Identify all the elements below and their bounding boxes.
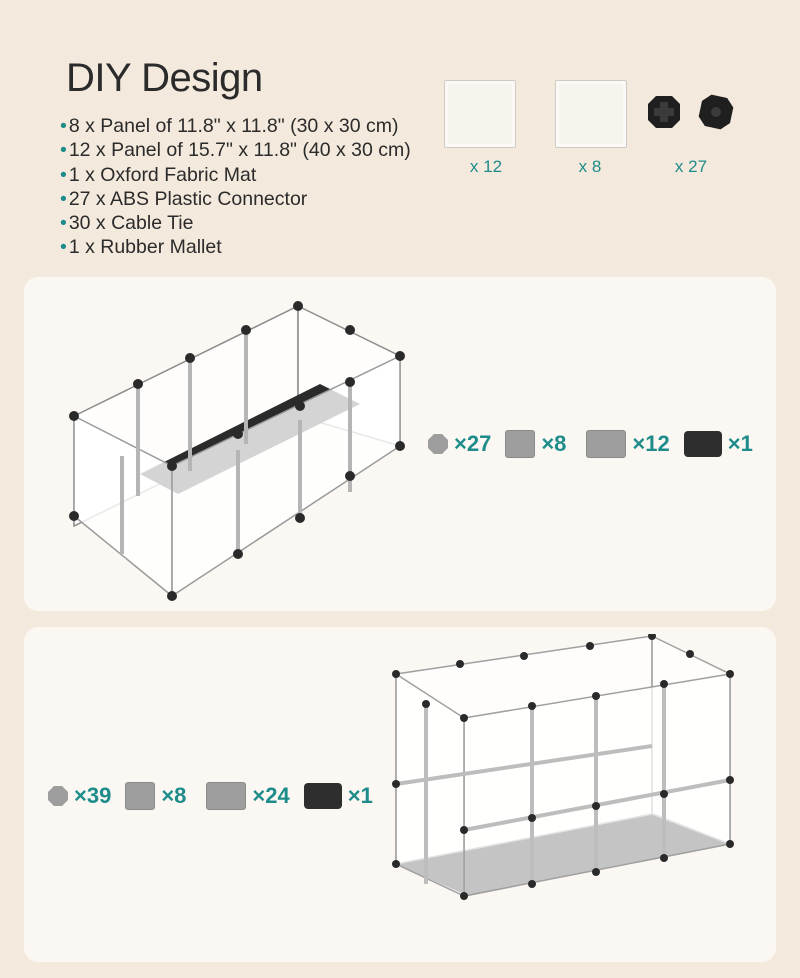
config-2-legend [48, 782, 387, 810]
large-panel-qty: x 12 [469, 157, 503, 176]
enclosure-2-illustration [386, 634, 736, 914]
spec-item: • 12 x Panel of 15.7" x 11.8" (40 x 30 cm) [60, 139, 411, 162]
small-panel-icon [125, 782, 155, 810]
spec-item: • 1 x Oxford Fabric Mat [60, 163, 257, 186]
large-panel-icon [586, 430, 626, 458]
enclosure-1-illustration [60, 296, 420, 606]
small-panel-count: ×8 [541, 431, 567, 456]
large-panel-icon [444, 80, 516, 148]
connector-icon [48, 786, 68, 806]
connector-qty: x 27 [674, 157, 708, 176]
spec-item: • 30 x Cable Tie [60, 212, 194, 235]
mat-count: ×1 [347, 783, 373, 808]
connector-icon [646, 94, 750, 132]
small-panel-qty: x 8 [578, 157, 602, 176]
spec-item: • 27 x ABS Plastic Connector [60, 187, 308, 210]
mat-count: ×1 [727, 431, 753, 456]
mat-icon [304, 783, 342, 809]
large-panel-icon [206, 782, 246, 810]
large-panel-count: ×12 [632, 431, 670, 456]
small-panel-icon [555, 80, 627, 148]
mat-icon [684, 431, 722, 457]
connector-count: ×39 [74, 783, 112, 808]
page-title: DIY Design [66, 56, 263, 100]
large-panel-count: ×24 [252, 783, 290, 808]
connector-icon [428, 434, 448, 454]
spec-item: • 1 x Rubber Mallet [60, 236, 222, 259]
spec-list [60, 114, 411, 260]
connector-count: ×27 [454, 431, 492, 456]
spec-item: • 8 x Panel of 11.8" x 11.8" (30 x 30 cm) [60, 115, 399, 137]
config-1-legend [428, 430, 767, 458]
small-panel-icon [505, 430, 535, 458]
small-panel-count: ×8 [161, 783, 187, 808]
